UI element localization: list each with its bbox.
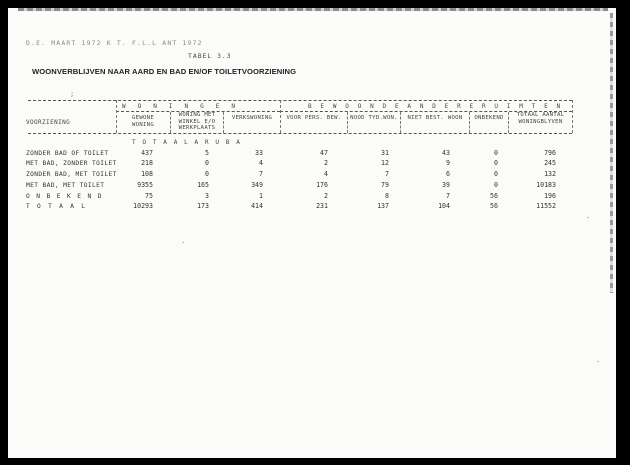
group-header-woningen: W O N I N G E N [122, 103, 240, 110]
col-sep [572, 100, 573, 133]
table-cell: 9 [446, 159, 450, 167]
table-cell: 132 [544, 170, 556, 178]
table-cell: 137 [377, 202, 389, 210]
table-cell: 5 [205, 149, 209, 157]
page-edge-right [610, 13, 613, 293]
row-label: T O T A A L [26, 203, 87, 210]
table-cell: 4 [324, 170, 328, 178]
col-header-nood-tyd-won: NOOD TYD.WON. [350, 115, 398, 121]
table-cell: 7 [385, 170, 389, 178]
table-cell: 12 [381, 159, 389, 167]
table-cell: 108 [141, 170, 153, 178]
table-cell: 3 [205, 192, 209, 200]
col-header-gewone-woning: GEWONE WONING [131, 115, 154, 128]
rule-header-bottom [28, 133, 572, 134]
table-cell: 56 [490, 192, 498, 200]
top-line: D.E. MAART 1972 K T. F.L.L ANT 1972 [26, 39, 203, 47]
table-title: WOONVERBLIJVEN NAAR AARD EN BAD EN/OF TOILETVOORZIENING [32, 67, 297, 76]
table-cell: 2 [324, 192, 328, 200]
col-sep [116, 100, 117, 133]
table-cell: 4 [259, 159, 263, 167]
table-cell: 7 [259, 170, 263, 178]
row-header: VOORZIENING [26, 119, 71, 126]
row-label: MET BAD, ZONDER TOILET [26, 160, 117, 167]
col-header-totaal-aantal: TOTAAL AANTAL WONINGBLYVEN [516, 112, 565, 125]
table-cell: 0 [205, 159, 209, 167]
table-cell: 56 [490, 202, 498, 210]
table-cell: 6 [446, 170, 450, 178]
table-cell: 0 [494, 170, 498, 178]
table-cell: 414 [251, 202, 263, 210]
table-number: TABEL 3.3 [188, 52, 232, 60]
table-cell: 0 [494, 181, 498, 189]
speck: · [596, 358, 601, 366]
table-cell: 231 [316, 202, 328, 210]
table-cell: 196 [544, 192, 556, 200]
table-cell: 7 [446, 192, 450, 200]
table-cell: 0 [205, 170, 209, 178]
table-cell: 11552 [536, 202, 556, 210]
table-cell: 218 [141, 159, 153, 167]
table-cell: 39 [442, 181, 450, 189]
table-cell: 33 [255, 149, 263, 157]
table-cell: 2 [324, 159, 328, 167]
table-cell: 245 [544, 159, 556, 167]
table-cell: 8 [385, 192, 389, 200]
speck: · [181, 239, 186, 247]
row-label: O N B E K E N D [26, 193, 103, 200]
table-cell: 79 [381, 181, 389, 189]
col-header-onbekend: ONBEKEND [474, 115, 504, 121]
table-cell: 0 [494, 159, 498, 167]
page-edge-top [18, 8, 608, 11]
speck: · [586, 214, 591, 222]
table-cell: 176 [316, 181, 328, 189]
table-cell: 31 [381, 149, 389, 157]
table-cell: 10183 [536, 181, 556, 189]
table-cell: 47 [320, 149, 328, 157]
table-cell: 75 [145, 192, 153, 200]
table-cell: 1 [259, 192, 263, 200]
group-header-bewoonde: B E W O O N D E A N D E R E R U I M T E N [308, 103, 563, 110]
row-label: ZONDER BAD, MET TOILET [26, 171, 117, 178]
table-cell: 104 [438, 202, 450, 210]
table-cell: 349 [251, 181, 263, 189]
rule-top [28, 100, 572, 101]
table-cell: 43 [442, 149, 450, 157]
table-cell: 0 [494, 149, 498, 157]
col-header-niet-best-woon: NIET BEST. WOON [407, 115, 463, 121]
col-header-werkswoning: VERKSWONING [231, 115, 273, 121]
section-label: T O T A A L A R U B A [132, 139, 242, 146]
row-label: MET BAD, MET TOILET [26, 182, 105, 189]
table-cell: 173 [197, 202, 209, 210]
mark: ; [70, 90, 75, 98]
col-header-voor-pers-bew: VOOR PERS. BEW. [286, 115, 342, 121]
col-header-woning-winkel: WONING MET WINKEL E/O WERKPLAATS [178, 112, 216, 132]
table-cell: 9355 [137, 181, 153, 189]
table-cell: 796 [544, 149, 556, 157]
table-cell: 437 [141, 149, 153, 157]
table-cell: 10293 [133, 202, 153, 210]
document-page [8, 8, 616, 458]
table-cell: 165 [197, 181, 209, 189]
row-label: ZONDER BAD OF TOILET [26, 150, 109, 157]
